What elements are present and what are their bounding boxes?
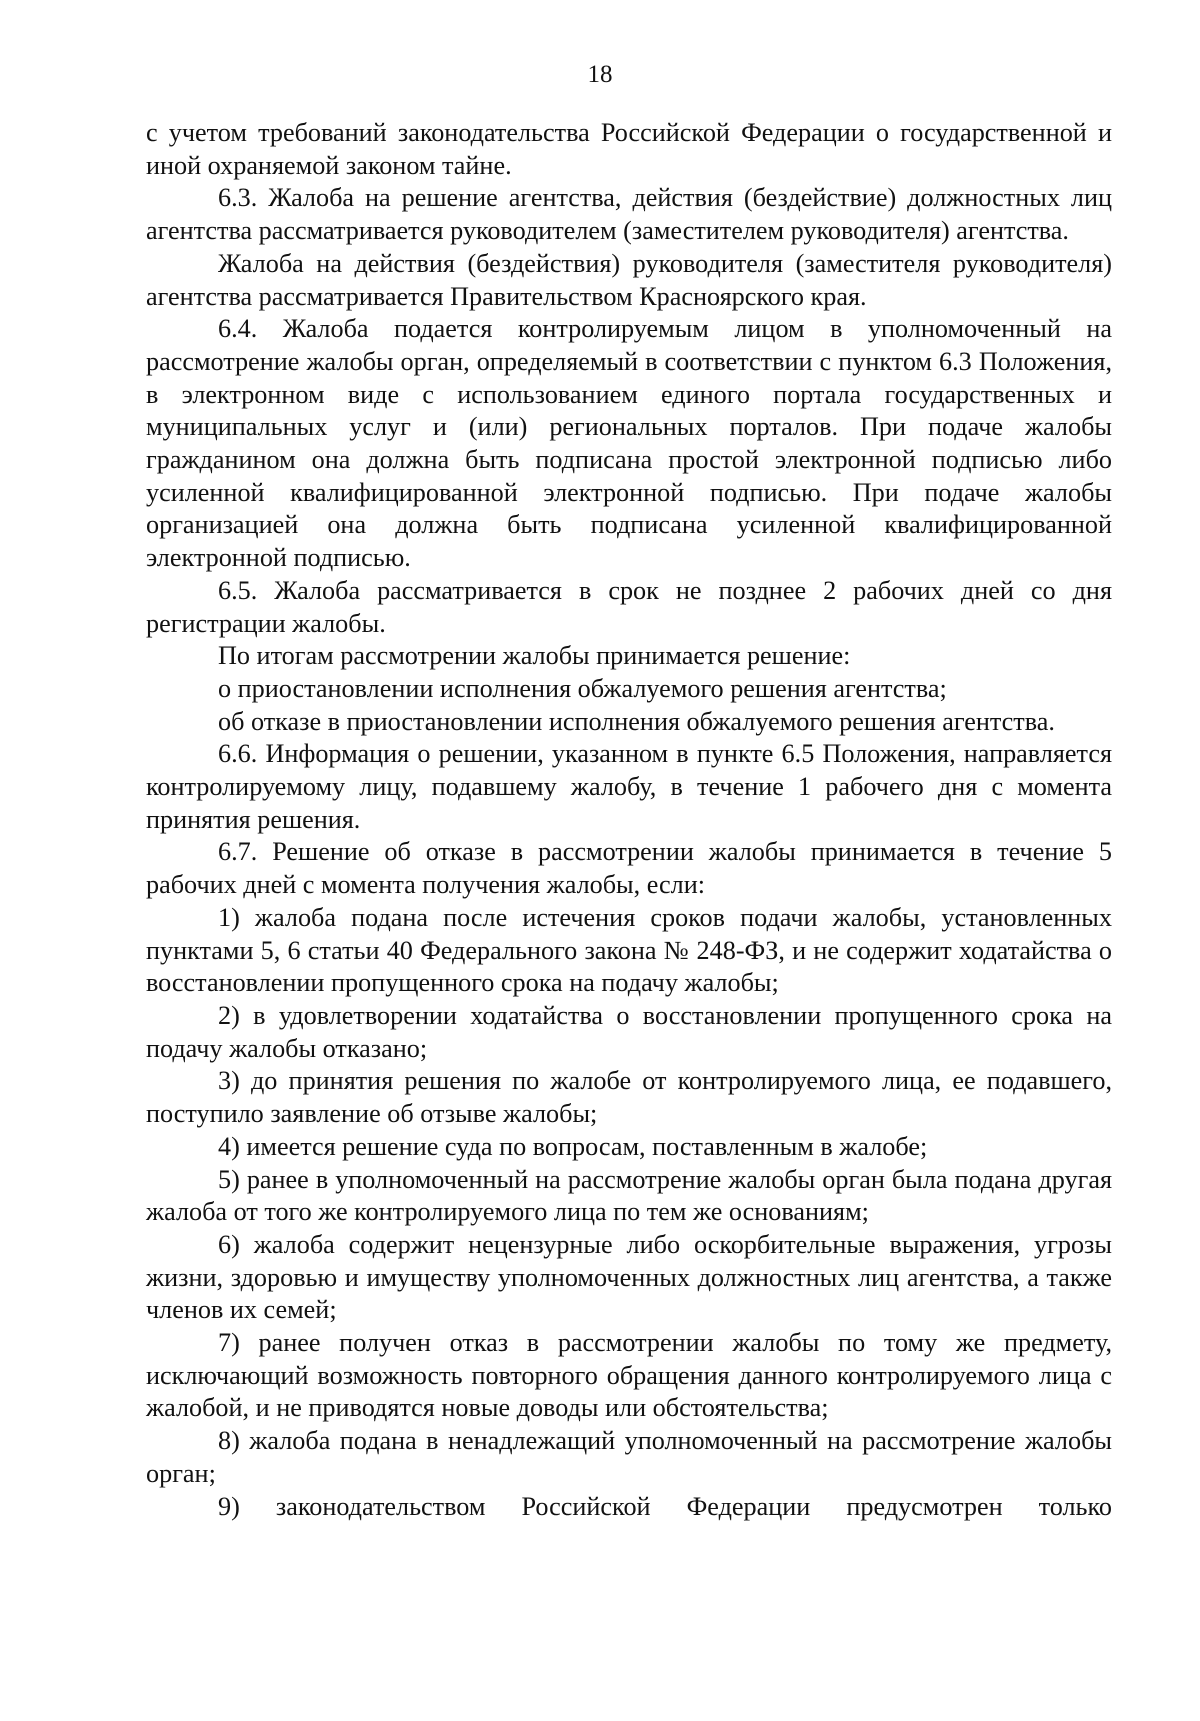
paragraph-decision-refuse-suspend: об отказе в приостановлении исполнения обжалуемого решения агентства. [218, 706, 1055, 736]
paragraph-decision-suspend: о приостановлении исполнения обжалуемого решения агентства; [218, 673, 947, 703]
list-item-2: 2) в удовлетворении ходатайства о восстановлении пропущенного срока на подачу жалобы отказано; [146, 1000, 1112, 1063]
list-item-7: 7) ранее получен отказ в рассмотрении жалобы по тому же предмету, исключающий возможность повторного обращения данного контролируемого лица с жалобой, и не приводятся новые доводы или обстоятельства; [146, 1328, 1112, 1423]
list-item-5: 5) ранее в уполномоченный на рассмотрение жалобы орган была подана другая жалоба от того же контролируемого лица по тем же основаниям; [146, 1164, 1112, 1227]
list-item-3: 3) до принятия решения по жалобе от контролируемого лица, ее подавшего, поступило заявление об отзыве жалобы; [146, 1066, 1112, 1129]
paragraph-6-6: 6.6. Информация о решении, указанном в пункте 6.5 Положения, направляется контролируемому лицу, подавшему жалобу, в течение 1 рабочего дня с момента принятия решения. [146, 739, 1112, 834]
paragraph-6-7: 6.7. Решение об отказе в рассмотрении жалобы принимается в течение 5 рабочих дней с момента получения жалобы, если: [146, 837, 1112, 900]
paragraph-decision-intro: По итогам рассмотрении жалобы принимается решение: [218, 641, 851, 671]
paragraph-6-5: 6.5. Жалоба рассматривается в срок не позднее 2 рабочих дней со дня регистрации жалобы. [146, 575, 1112, 638]
list-item-8: 8) жалоба подана в ненадлежащий уполномоченный на рассмотрение жалобы орган; [146, 1426, 1112, 1488]
list-item-9: 9) законодательством Российской Федерации предусмотрен только [218, 1491, 1112, 1521]
list-item-6: 6) жалоба содержит нецензурные либо оскорбительные выражения, угрозы жизни, здоровью и имуществу уполномоченных должностных лиц агентства, а также членов их семей; [146, 1229, 1112, 1325]
paragraph-intro-continuation: с учетом требований законодательства Российской Федерации о государственной и иной охраняемой законом тайне. [146, 118, 1112, 180]
document-body [146, 117, 1112, 1523]
paragraph-complaint-on-head: Жалоба на действия (бездействия) руководителя (заместителя руководителя) агентства рассматривается Правительством Красноярского края. [146, 248, 1112, 311]
page-number: 18 [587, 61, 613, 88]
list-item-1: 1) жалоба подана после истечения сроков подачи жалобы, установленных пунктами 5, 6 статьи 40 Федерального закона № 248-ФЗ, и не содержит ходатайства о восстановлении пропущенного срока на подачу жалобы; [146, 902, 1112, 998]
paragraph-6-4: 6.4. Жалоба подается контролируемым лицом в уполномоченный на рассмотрение жалобы орган, определяемый в соответствии с пунктом 6.3 Положения, в электронном виде с использованием единого портала государственных и муниципальных услуг и (или) региональных порталов. При подаче жалобы гражданином она должна быть подписана простой электронной подписью либо усиленной квалифицированной электронной подписью. При подаче жалобы организацией она должна быть подписана усиленной квалифицированной электронной подписью. [146, 314, 1112, 573]
list-item-4: 4) имеется решение суда по вопросам, поставленным в жалобе; [218, 1131, 928, 1161]
paragraph-6-3: 6.3. Жалоба на решение агентства, действия (бездействие) должностных лиц агентства рассматривается руководителем (заместителем руководителя) агентства. [146, 183, 1112, 246]
